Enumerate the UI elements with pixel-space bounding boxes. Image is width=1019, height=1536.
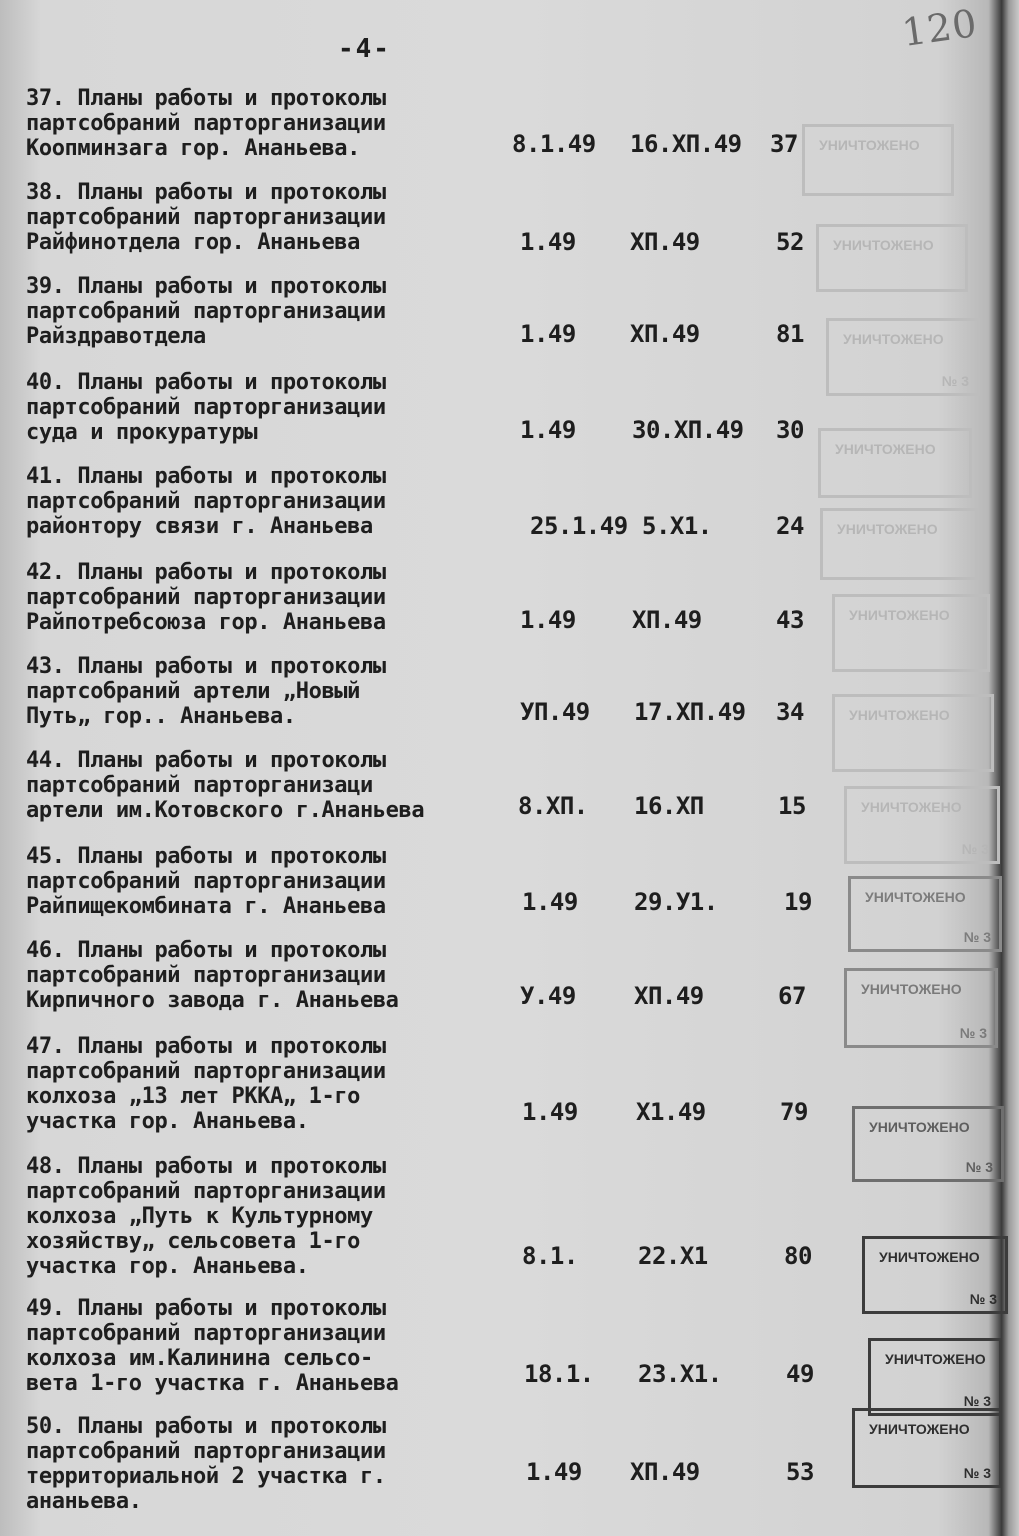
entry-title-line: хозяйству„ сельсовета 1-го [26, 1229, 360, 1254]
entry-title-line: Путь„ гор.. Ананьева. [26, 704, 296, 729]
entry-title-line: Райфинотдела гор. Ананьева [26, 230, 360, 255]
entry-end-date: 17.ХП.49 [634, 698, 746, 726]
entry-sheet-count: 79 [780, 1098, 808, 1126]
entry-sheet-count: 53 [786, 1458, 814, 1486]
entry-title-line: суда и прокуратуры [26, 420, 258, 445]
inventory-entry [26, 844, 1016, 945]
inventory-entry [26, 560, 1016, 635]
entry-title-line: 46. Планы работы и протоколы [26, 938, 386, 963]
entry-start-date: 25.1.49 [530, 512, 628, 540]
entry-title-line: артели им.Котовского г.Ананьева [26, 798, 425, 823]
entry-end-date: 5.Х1. [642, 512, 712, 540]
destroyed-stamp: УНИЧТОЖЕНО [818, 428, 972, 498]
inventory-entry [26, 654, 1016, 729]
inventory-entry [26, 938, 1016, 1041]
entry-sheet-count: 37 [770, 130, 798, 158]
folio-number: 120 [899, 0, 981, 56]
entry-title-line: партсобраний парторганизации [26, 963, 386, 988]
entry-title-line: Коопминзага гор. Ананьева. [26, 136, 360, 161]
entry-start-date: 8.1.49 [512, 130, 596, 158]
destroyed-stamp: УНИЧТОЖЕНО [820, 508, 978, 580]
entry-start-date: 1.49 [520, 416, 576, 444]
destroyed-stamp: УНИЧТОЖЕНО № 3 [862, 1236, 1008, 1314]
entry-end-date: 16.ХП [634, 792, 704, 820]
destroyed-stamp: УНИЧТОЖЕНО № 3 [844, 786, 1000, 864]
destroyed-stamp: УНИЧТОЖЕНО [802, 124, 954, 196]
entry-title-line: 48. Планы работы и протоколы [26, 1154, 386, 1179]
entry-end-date: ХП.49 [634, 982, 704, 1010]
entry-title-line: партсобраний парторганизации [26, 111, 386, 136]
entry-end-date: 22.Х1 [638, 1242, 708, 1270]
entry-title-line: партсобраний парторганизаци [26, 773, 373, 798]
entry-start-date: 1.49 [520, 228, 576, 256]
entry-title-line: партсобраний парторганизации [26, 585, 386, 610]
entry-title-line: партсобраний парторганизации [26, 869, 386, 894]
entry-title-line: 50. Планы работы и протоколы [26, 1414, 386, 1439]
entry-title-line: ананьева. [26, 1489, 142, 1514]
entry-title-line: Райпотребсоюза гор. Ананьева [26, 610, 386, 635]
entry-end-date: 29.У1. [634, 888, 718, 916]
entry-start-date: 1.49 [520, 320, 576, 348]
entry-start-date: У.49 [520, 982, 576, 1010]
entry-sheet-count: 80 [784, 1242, 812, 1270]
entry-title-line: территориальной 2 участка г. [26, 1464, 386, 1489]
entry-title-line: 38. Планы работы и протоколы [26, 180, 386, 205]
entry-sheet-count: 67 [778, 982, 806, 1010]
entry-title-line: 42. Планы работы и протоколы [26, 560, 386, 585]
entry-title-line: участка гор. Ананьева. [26, 1109, 309, 1134]
entry-title-line: 41. Планы работы и протоколы [26, 464, 386, 489]
entry-title-line: 40. Планы работы и протоколы [26, 370, 386, 395]
entry-start-date: 8.1. [522, 1242, 578, 1270]
entry-title-line: колхоза „Путь к Культурному [26, 1204, 373, 1229]
page-number: -4- [338, 34, 391, 64]
entry-title-line: партсобраний парторганизации [26, 299, 386, 324]
entry-title-line: 39. Планы работы и протоколы [26, 274, 386, 299]
entry-sheet-count: 15 [778, 792, 806, 820]
entry-end-date: 23.Х1. [638, 1360, 722, 1388]
entry-title-line: партсобраний парторганизации [26, 1439, 386, 1464]
entry-sheet-count: 43 [776, 606, 804, 634]
entry-start-date: 1.49 [526, 1458, 582, 1486]
entry-title-line: партсобраний парторганизации [26, 395, 386, 420]
entry-title-line: Кирпичного завода г. Ананьева [26, 988, 399, 1013]
entry-title-line: 44. Планы работы и протоколы [26, 748, 386, 773]
destroyed-stamp: УНИЧТОЖЕНО № 3 [844, 968, 998, 1048]
destroyed-stamp: УНИЧТОЖЕНО № 3 [852, 1106, 1004, 1182]
destroyed-stamp: УНИЧТОЖЕНО № 3 [852, 1408, 1002, 1488]
entry-end-date: Х1.49 [636, 1098, 706, 1126]
entry-start-date: УП.49 [520, 698, 590, 726]
entry-title-line: партсобраний парторганизации [26, 489, 386, 514]
entry-sheet-count: 52 [776, 228, 804, 256]
entry-title-line: партсобраний парторганизации [26, 1179, 386, 1204]
entry-end-date: 16.ХП.49 [630, 130, 742, 158]
entry-end-date: ХП.49 [630, 320, 700, 348]
destroyed-stamp: УНИЧТОЖЕНО № 3 [848, 876, 1002, 952]
entry-start-date: 18.1. [524, 1360, 594, 1388]
inventory-entry [26, 86, 1016, 161]
entry-title-line: партсобраний артели „Новый [26, 679, 360, 704]
entry-sheet-count: 24 [776, 512, 804, 540]
destroyed-stamp: УНИЧТОЖЕНО [832, 694, 994, 772]
destroyed-stamp: УНИЧТОЖЕНО [832, 594, 990, 672]
inventory-entry [26, 464, 1016, 539]
entry-title-line: 37. Планы работы и протоколы [26, 86, 386, 111]
inventory-entry [26, 1414, 1016, 1514]
inventory-entry [26, 370, 1016, 457]
entry-sheet-count: 81 [776, 320, 804, 348]
entry-start-date: 1.49 [522, 888, 578, 916]
inventory-entry [26, 180, 1016, 255]
entry-title-line: районтору связи г. Ананьева [26, 514, 373, 539]
entry-end-date: ХП.49 [630, 228, 700, 256]
entry-start-date: 1.49 [520, 606, 576, 634]
entry-sheet-count: 19 [784, 888, 812, 916]
entry-title-line: колхоза им.Калинина сельсо- [26, 1346, 373, 1371]
entry-title-line: партсобраний парторганизации [26, 1321, 386, 1346]
entry-start-date: 8.ХП. [518, 792, 588, 820]
entry-title-line: 43. Планы работы и протоколы [26, 654, 386, 679]
entry-title-line: партсобраний парторганизации [26, 1059, 386, 1084]
entry-end-date: ХП.49 [632, 606, 702, 634]
destroyed-stamp: УНИЧТОЖЕНО № 3 [868, 1338, 1002, 1416]
entry-end-date: 30.ХП.49 [632, 416, 744, 444]
entry-title-line: Райздравотдела [26, 324, 206, 349]
inventory-entry [26, 1154, 1016, 1307]
inventory-entry [26, 1296, 1016, 1409]
entry-title-line: участка гор. Ананьева. [26, 1254, 309, 1279]
entry-sheet-count: 49 [786, 1360, 814, 1388]
entry-title-line: 47. Планы работы и протоколы [26, 1034, 386, 1059]
entry-start-date: 1.49 [522, 1098, 578, 1126]
entry-title-line: колхоза „13 лет РККА„ 1-го [26, 1084, 360, 1109]
entry-title-line: Райпищекомбината г. Ананьева [26, 894, 386, 919]
destroyed-stamp: УНИЧТОЖЕНО № 3 [826, 318, 980, 396]
destroyed-stamp: УНИЧТОЖЕНО [816, 224, 968, 292]
entry-title-line: вета 1-го участка г. Ананьева [26, 1371, 399, 1396]
entry-title-line: 49. Планы работы и протоколы [26, 1296, 386, 1321]
entry-sheet-count: 30 [776, 416, 804, 444]
entry-title-line: партсобраний парторганизации [26, 205, 386, 230]
entry-end-date: ХП.49 [630, 1458, 700, 1486]
entry-title-line: 45. Планы работы и протоколы [26, 844, 386, 869]
entry-sheet-count: 34 [776, 698, 804, 726]
